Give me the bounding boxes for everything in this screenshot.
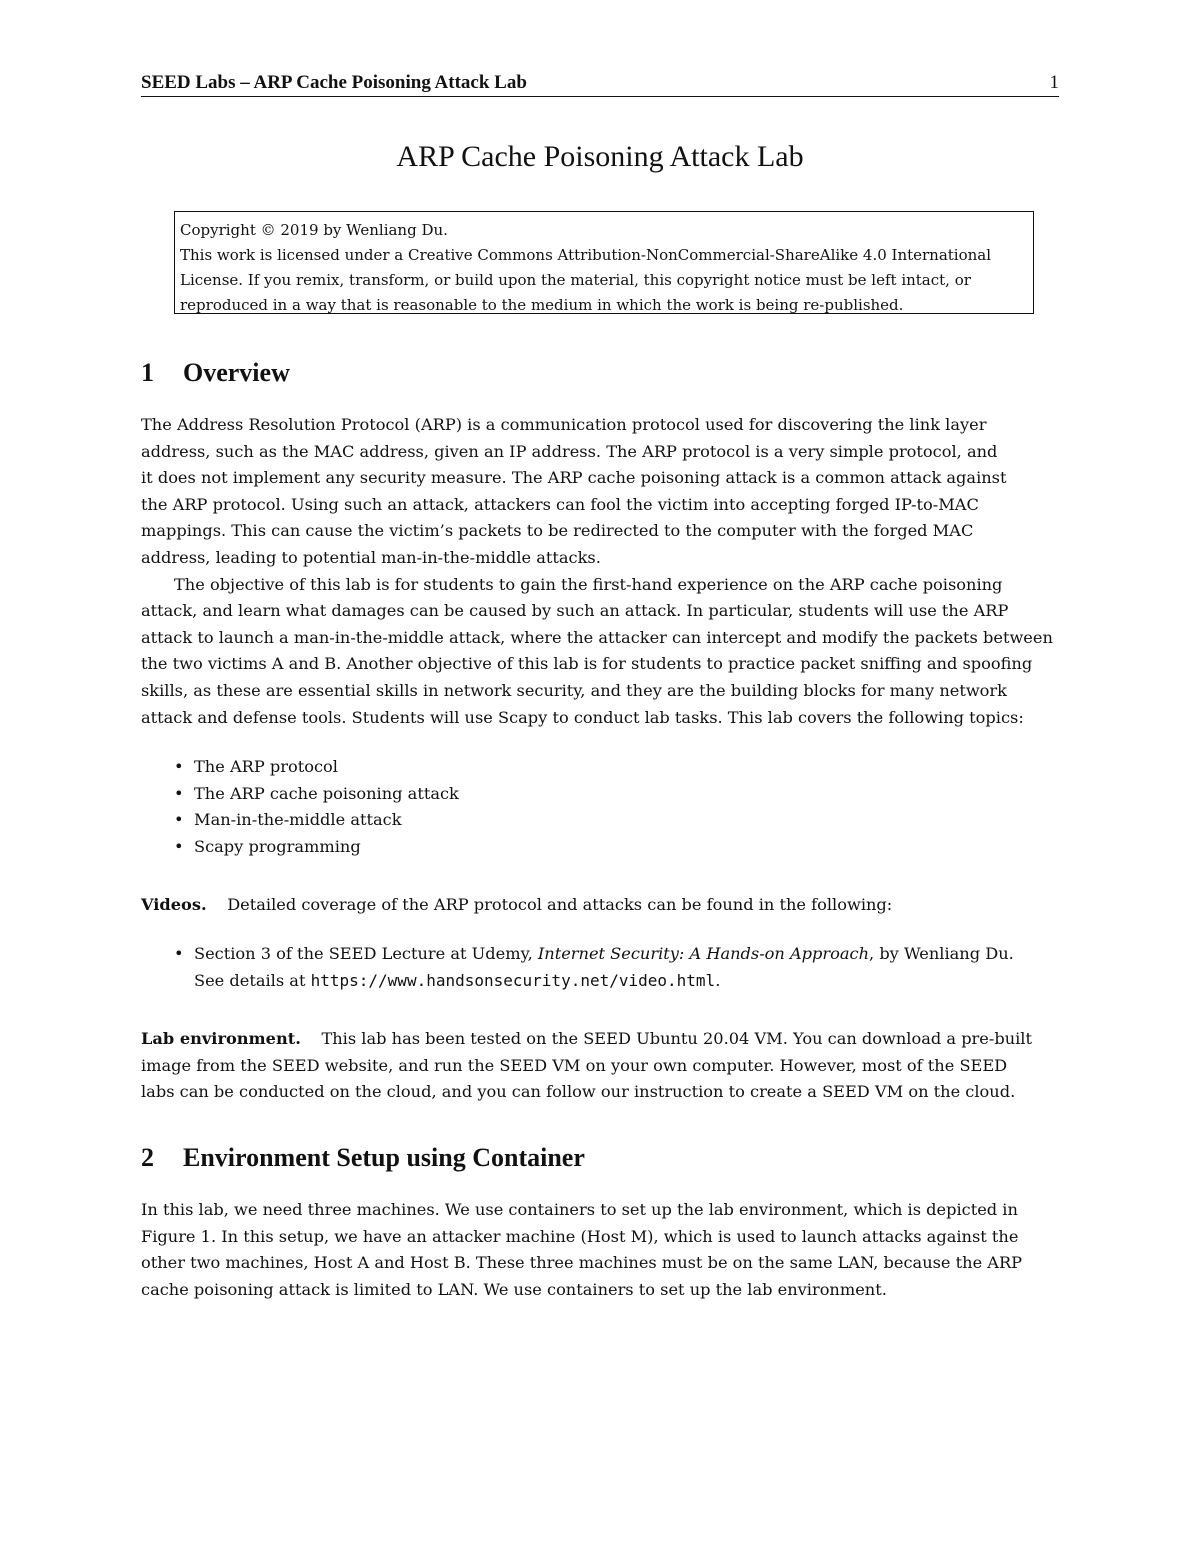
overview-paragraph-1 [141,412,1059,731]
text-line: the two victims A and B. Another objective of this lab is for students to practice packet sniffing and spoofing [141,654,1033,674]
list-item: • Man-in-the-middle attack [174,807,459,834]
topics-list [174,754,459,860]
text-line: address, leading to potential man-in-the-middle attacks. [141,547,601,567]
lab-environment-paragraph: Lab environment. This lab has been tested on the SEED Ubuntu 20.04 VM. You can download a pre-built image from the SEED website, and run the SEED VM on your own computer. However, most of the SEED labs can be conducted on the cloud, and you can follow our instruction to create a SEED VM on the cloud. [141,1026,1059,1106]
bullet-icon: • [174,944,184,963]
bullet-icon: • [174,757,184,776]
running-header [141,70,1059,97]
copyright-line: Copyright © 2019 by Wenliang Du. [180,221,448,239]
text-line: In this lab, we need three machines. We use containers to set up the lab environment, which is depicted in [141,1200,1018,1219]
videos-list [174,941,1014,994]
copyright-notice [174,211,1034,314]
running-title: SEED Labs – ARP Cache Poisoning Attack Lab [141,72,527,93]
bullet-icon: • [174,836,184,856]
bullet-icon: • [174,783,184,803]
bullet-icon: • [174,810,184,830]
list-item: • Scapy programming [174,834,459,861]
page-number: 1 [1049,72,1059,93]
text-line: the ARP protocol. Using such an attack, attackers can fool the victim into accepting forged IP-to-MAC [141,494,979,514]
environment-paragraph-1 [141,1197,1059,1303]
text-line: attack and defense tools. Students will use Scapy to conduct lab tasks. This lab covers the following topics: [141,707,1024,727]
text-line: attack, and learn what damages can be caused by such an attack. In particular, students will use the ARP [141,601,1009,621]
section-number: 1 [141,358,154,387]
text-line: address, such as the MAC address, given an IP address. The ARP protocol is a very simple protocol, and [141,441,998,461]
lab-environment-lead: Lab environment. [141,1029,301,1048]
text-line: attack to launch a man-in-the-middle attack, where the attacker can intercept and modify the packets between [141,627,1053,647]
text-line: labs can be conducted on the cloud, and you can follow our instruction to create a SEED VM on the cloud. [141,1082,1016,1102]
text-line: The Address Resolution Protocol (ARP) is a communication protocol used for discovering the link layer [141,415,987,434]
license-line: reproduced in a way that is reasonable to the medium in which the work is being re-published. [180,296,904,314]
course-title: Internet Security: A Hands-on Approach [537,944,870,963]
text-line: The objective of this lab is for students to gain the first-hand experience on the ARP cache poisoning [174,574,1003,594]
text-line: mappings. This can cause the victim’s packets to be redirected to the computer with the forged MAC [141,521,974,541]
section-title: Overview [183,358,290,387]
videos-text: Detailed coverage of the ARP protocol and attacks can be found in the following: [227,895,893,914]
videos-lead: Videos. [141,895,207,914]
document-title: ARP Cache Poisoning Attack Lab [396,140,804,173]
license-line: This work is licensed under a Creative Commons Attribution-NonCommercial-ShareAlike 4.0 International [180,246,992,264]
text-line: skills, as these are essential skills in network security, and they are the building blocks for many network [141,680,1007,700]
video-url-link[interactable]: https://www.handsonsecurity.net/video.html [310,970,716,990]
section-title: Environment Setup using Container [183,1143,585,1172]
text-line: Figure 1. In this setup, we have an attacker machine (Host M), which is used to launch attacks against the [141,1226,1019,1246]
section-heading-overview [141,358,290,388]
text-line: it does not implement any security measure. The ARP cache poisoning attack is a common attack against [141,468,1007,488]
section-number: 2 [141,1143,154,1172]
list-item: • The ARP protocol [174,754,459,781]
section-heading-environment [141,1143,585,1173]
license-line: License. If you remix, transform, or build upon the material, this copyright notice must be left intact, or [180,271,971,289]
list-item: • Section 3 of the SEED Lecture at Udemy, Internet Security: A Hands-on Approach, by Wenliang Du. See details at https://www.handsonsecurity.net/video.html. [174,941,1014,994]
text-line: image from the SEED website, and run the SEED VM on your own computer. However, most of the SEED [141,1055,1008,1075]
videos-paragraph [141,892,1059,919]
text-line: cache poisoning attack is limited to LAN. We use containers to set up the lab environment. [141,1279,887,1299]
list-item: • The ARP cache poisoning attack [174,781,459,808]
text-line: other two machines, Host A and Host B. These three machines must be on the same LAN, because the ARP [141,1253,1023,1273]
